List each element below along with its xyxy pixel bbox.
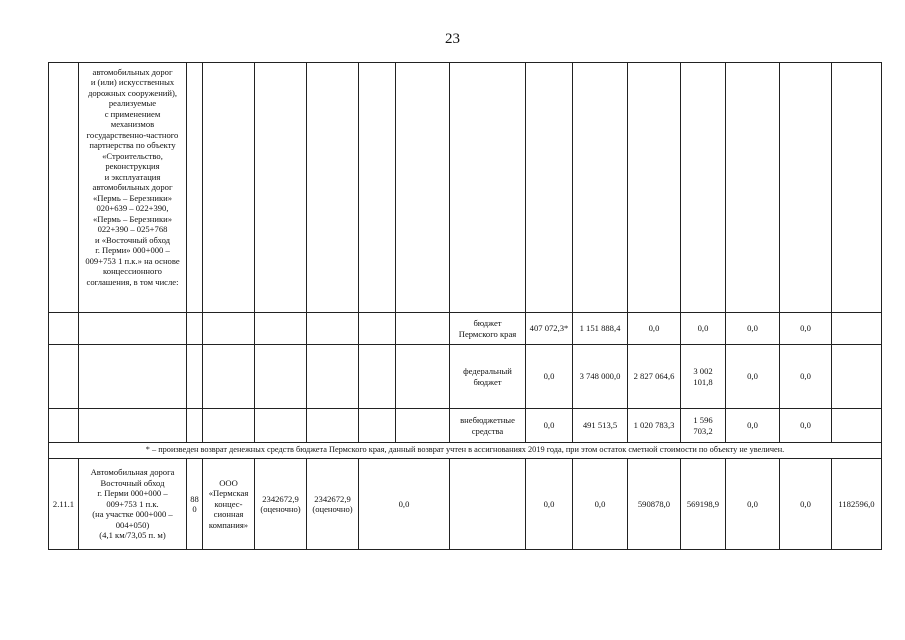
value-cell: 0,0 xyxy=(726,409,780,443)
value-cell: 491 513,5 xyxy=(573,409,628,443)
value-cell: 0,0 xyxy=(359,459,450,550)
value-cell: 0,0 xyxy=(780,345,832,409)
description-line: дорожных сооружений), xyxy=(87,87,178,98)
funding-source-line: Пермского края xyxy=(458,328,517,339)
value-cell: 0,0 xyxy=(726,313,780,345)
value-cell: 3 748 000,0 xyxy=(573,345,628,409)
value-cell: 407 072,3* xyxy=(526,313,573,345)
page-number: 23 xyxy=(445,31,460,47)
item-code: 880 xyxy=(187,459,203,550)
value-cell: 0,0 xyxy=(526,409,573,443)
estimated-cost-note: (оценочно) xyxy=(260,504,301,514)
estimated-cost-cell xyxy=(255,459,307,550)
description-line: и эксплуатация xyxy=(104,171,161,182)
executor-line: компания» xyxy=(208,519,249,530)
budget-table xyxy=(48,62,882,550)
funding-source-cell xyxy=(450,409,526,443)
table-row xyxy=(49,459,882,550)
executor-line: сионная xyxy=(213,509,244,520)
value-cell: 0,0 xyxy=(780,459,832,550)
table-row xyxy=(49,345,882,409)
description-line: автомобильных дорог xyxy=(92,67,173,77)
continued-description-cell xyxy=(79,63,187,313)
total-value: 1182596,0 xyxy=(832,459,882,550)
table-row xyxy=(49,409,882,443)
value-cell: 1 596 703,2 xyxy=(681,409,726,443)
description-line: реконструкция xyxy=(105,161,160,172)
executor-line: ООО xyxy=(219,477,238,488)
description-line: 009+753 1 п.к.» на основе xyxy=(85,255,180,266)
description-line: партнерства по объекту xyxy=(89,140,176,151)
funding-source-cell xyxy=(450,345,526,409)
value-cell: 2 827 064,6 xyxy=(628,345,681,409)
value-cell: 0,0 xyxy=(573,459,628,550)
item-name-line: 009+753 1 п.к. xyxy=(106,498,159,509)
funding-source-line: бюджет xyxy=(473,376,502,387)
funding-source-line: федеральный xyxy=(463,366,512,377)
description-line: концессионного xyxy=(103,266,162,277)
item-name-line: (4,1 км/73,05 п. м) xyxy=(99,530,166,541)
description-line: реализуемые xyxy=(108,98,157,109)
table-row xyxy=(49,313,882,345)
funding-source-line: внебюджетные xyxy=(460,415,515,426)
item-number: 2.11.1 xyxy=(49,459,79,550)
value-cell: 0,0 xyxy=(526,345,573,409)
description-line: г. Перми» 000+000 – xyxy=(95,245,170,256)
description-line: «Строительство, xyxy=(102,150,163,161)
item-name-line: г. Перми 000+000 – xyxy=(97,488,168,499)
description-line: соглашения, в том числе: xyxy=(86,276,179,287)
value-cell: 0,0 xyxy=(780,409,832,443)
value-cell: 0,0 xyxy=(526,459,573,550)
executor-cell xyxy=(203,459,255,550)
item-name-line: 004+050) xyxy=(115,519,150,530)
description-line: 020+639 – 022+390, xyxy=(96,203,169,214)
description-line: автомобильных дорог xyxy=(92,182,173,193)
description-line: и «Восточный обход xyxy=(95,234,170,245)
value-cell: 0,0 xyxy=(780,313,832,345)
description-line: «Пермь – Березники» xyxy=(92,213,173,224)
value-cell: 0,0 xyxy=(726,345,780,409)
executor-line: концес- xyxy=(214,498,243,509)
value-cell: 0,0 xyxy=(628,313,681,345)
value-cell: 0,0 xyxy=(681,313,726,345)
table-row xyxy=(49,63,882,313)
value-cell: 0,0 xyxy=(726,459,780,550)
funding-source-line: бюджет xyxy=(473,318,502,329)
estimated-cost-note: (оценочно) xyxy=(312,504,353,514)
description-line: с применением xyxy=(104,108,161,119)
value-cell: 3 002 101,8 xyxy=(681,345,726,409)
funding-source-line: средства xyxy=(471,425,504,436)
estimated-cost-value: 2342672,9 xyxy=(262,493,299,504)
description-line: «Пермь – Березники» xyxy=(92,192,173,203)
item-name-line: Восточный обход xyxy=(100,477,165,488)
funding-source-cell xyxy=(450,313,526,345)
description-line: механизмов xyxy=(110,119,155,130)
table-row xyxy=(49,443,882,459)
description-line: государственно-частного xyxy=(86,129,179,140)
value-cell: 1 020 783,3 xyxy=(628,409,681,443)
item-name-line: (на участке 000+000 – xyxy=(92,509,173,520)
estimated-cost-cell xyxy=(307,459,359,550)
value-cell: 569198,9 xyxy=(681,459,726,550)
description-line: и (или) искусственных xyxy=(90,77,175,88)
item-name-cell xyxy=(79,459,187,550)
executor-line: «Пермская xyxy=(208,488,249,499)
value-cell: 1 151 888,4 xyxy=(573,313,628,345)
estimated-cost-value: 2342672,9 xyxy=(314,493,351,504)
footnote: * – произведен возврат денежных средств бюджета Пермского края, данный возврат учтен в ассигнованиях 2019 года, при этом остаток сметной стоимости по объекту не увеличен. xyxy=(49,443,882,459)
item-name-line: Автомобильная дорога xyxy=(90,467,175,478)
value-cell: 590878,0 xyxy=(628,459,681,550)
description-line: 022+390 – 025+768 xyxy=(97,224,168,235)
